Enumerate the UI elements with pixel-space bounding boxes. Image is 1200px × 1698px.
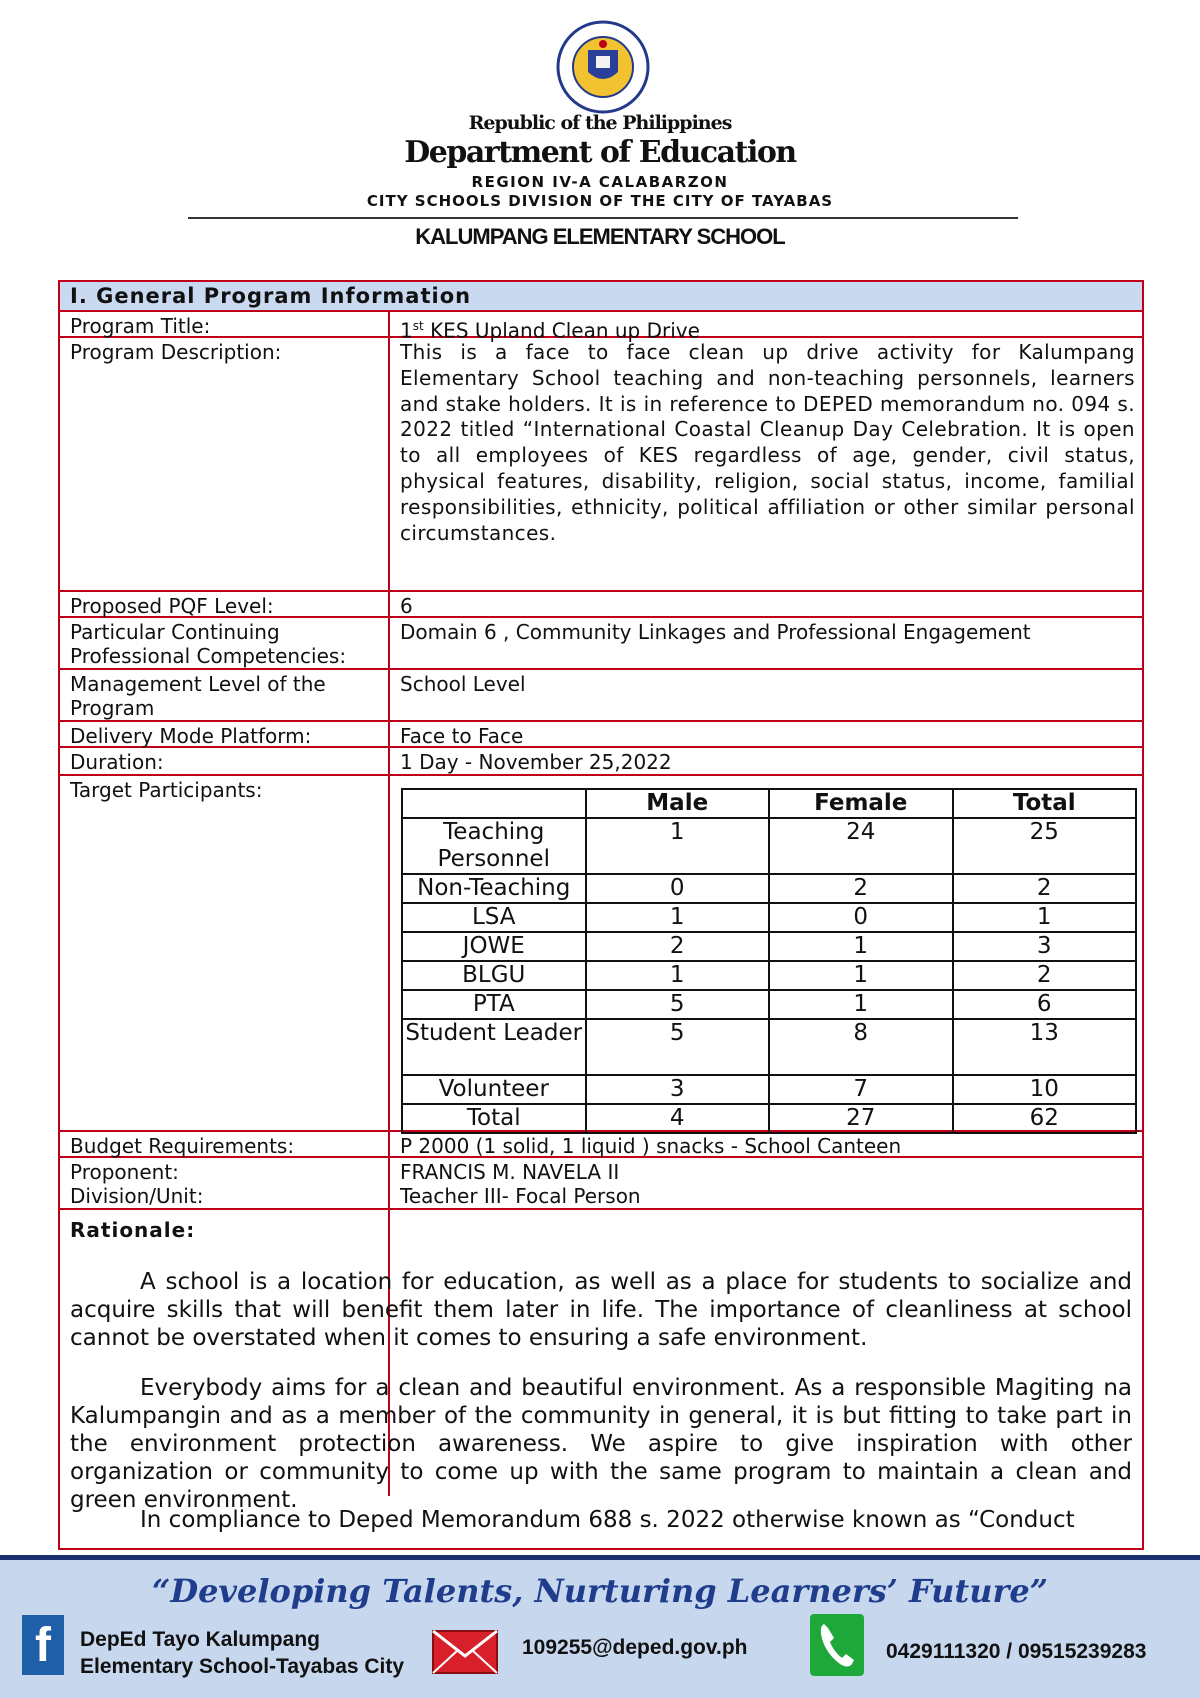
row-label-cell: Student Leader xyxy=(402,1019,586,1075)
program-description-label: Program Description: xyxy=(70,340,282,364)
row-budget xyxy=(60,1132,1142,1158)
rationale-paragraph-1: A school is a location for education, as well as a place for students to socialize and acquire skills that will benefit them later in life. The importance of cleanliness at school cannot be overstated when it comes to ensuring a safe environment. xyxy=(70,1269,1132,1351)
row-label-cell: Volunteer xyxy=(402,1075,586,1104)
facebook-page xyxy=(80,1626,404,1680)
female-cell: 8 xyxy=(769,1019,953,1075)
proponent-label xyxy=(70,1160,385,1208)
rationale-paragraph-3: In compliance to Deped Memorandum 688 s. 2022 otherwise known as “Conduct xyxy=(140,1507,1075,1533)
mail-icon xyxy=(432,1630,498,1678)
total-cell: 62 xyxy=(953,1104,1137,1133)
table-row xyxy=(402,990,1136,1019)
row-label-cell: LSA xyxy=(402,903,586,932)
female-cell: 24 xyxy=(769,818,953,874)
header-cell: Total xyxy=(953,789,1137,818)
row-label-cell: Teaching Personnel xyxy=(402,818,586,874)
table-row-total xyxy=(402,1104,1136,1133)
phone-numbers: 0429111320 / 09515239283 xyxy=(886,1640,1147,1663)
deped-seal xyxy=(556,20,650,114)
male-cell: 1 xyxy=(586,961,770,990)
male-cell: 2 xyxy=(586,932,770,961)
header-cell: Male xyxy=(586,789,770,818)
female-cell: 7 xyxy=(769,1075,953,1104)
row-program-title xyxy=(60,312,1142,343)
facebook-line-1: DepEd Tayo Kalumpang xyxy=(80,1628,320,1651)
female-cell: 1 xyxy=(769,961,953,990)
row-label-cell: Total xyxy=(402,1104,586,1133)
facebook-line-2: Elementary School-Tayabas City xyxy=(80,1655,405,1678)
row-label-cell: PTA xyxy=(402,990,586,1019)
school-name: KALUMPANG ELEMENTARY SCHOOL xyxy=(415,224,785,249)
male-cell: 1 xyxy=(586,818,770,874)
total-cell: 25 xyxy=(953,818,1137,874)
republic-line: Republic of the Philippines xyxy=(468,112,732,134)
male-cell: 1 xyxy=(586,903,770,932)
proponent-label-text: Proponent: xyxy=(70,1160,179,1184)
table-row xyxy=(402,1075,1136,1104)
facebook-icon: f xyxy=(22,1615,64,1675)
female-cell: 27 xyxy=(769,1104,953,1133)
target-label: Target Participants: xyxy=(70,778,263,802)
female-cell: 1 xyxy=(769,932,953,961)
participants-table xyxy=(401,788,1137,1134)
duration-value: 1 Day - November 25,2022 xyxy=(400,750,672,774)
school-motto: “Developing Talents, Nurturing Learners’ Future” xyxy=(151,1572,1049,1610)
budget-label: Budget Requirements: xyxy=(70,1134,295,1158)
delivery-value: Face to Face xyxy=(400,724,524,748)
row-delivery-mode xyxy=(60,722,1142,748)
table-row xyxy=(402,903,1136,932)
program-description-value: This is a face to face clean up drive activity for Kalumpang Elementary School teaching and non-teaching personnels, learners and stake holders. It is in reference to DEPED memorandum no. 094 s. 2022 titled “International Coastal Cleanup Day Celebration. It is open to all employees of KES regardless of age, gender, civil status, physical features, disability, religion, social status, income, familial responsibilities, ethnicity, political affiliation or other similar personal circumstances. xyxy=(400,340,1135,545)
row-competencies xyxy=(60,618,1142,670)
table-row xyxy=(402,932,1136,961)
female-cell: 1 xyxy=(769,990,953,1019)
table-row xyxy=(402,874,1136,903)
region-line: REGION IV-A CALABARZON xyxy=(471,173,729,191)
male-cell: 4 xyxy=(586,1104,770,1133)
total-cell: 1 xyxy=(953,903,1137,932)
management-value: School Level xyxy=(400,672,526,696)
rationale-paragraph-2: Everybody aims for a clean and beautiful environment. As a responsible Magiting na Kalumpangin and as a member of the community in general, it is but fitting to take part in the environment protection awareness. We aspire to give inspiration with other organization or community to come up with the same program to maintain a clean and green environment. xyxy=(70,1375,1132,1513)
section-title: I. General Program Information xyxy=(70,284,472,308)
pqf-label: Proposed PQF Level: xyxy=(70,594,274,618)
header-cell: Female xyxy=(769,789,953,818)
program-title-value: 1st KES Upland Clean up Drive xyxy=(400,318,700,343)
department-title: Department of Education xyxy=(404,135,796,170)
management-label: Management Level of the Program xyxy=(70,672,326,720)
male-cell: 5 xyxy=(586,990,770,1019)
male-cell: 5 xyxy=(586,1019,770,1075)
row-duration xyxy=(60,748,1142,776)
footer-band xyxy=(0,1555,1200,1560)
row-label-cell: JOWE xyxy=(402,932,586,961)
division-unit-label: Division/Unit: xyxy=(70,1184,204,1208)
row-management-level xyxy=(60,670,1142,722)
rationale-label: Rationale: xyxy=(70,1218,196,1242)
male-cell: 3 xyxy=(586,1075,770,1104)
proponent-value xyxy=(400,1160,1135,1208)
total-cell: 3 xyxy=(953,932,1137,961)
budget-value: P 2000 (1 solid, 1 liquid ) snacks - School Canteen xyxy=(400,1134,902,1158)
row-proponent xyxy=(60,1158,1142,1210)
section-header xyxy=(60,282,1142,312)
competencies-value: Domain 6 , Community Linkages and Professional Engagement xyxy=(400,620,1031,644)
total-cell: 13 xyxy=(953,1019,1137,1075)
division-unit-value: Teacher III- Focal Person xyxy=(400,1184,641,1208)
total-cell: 2 xyxy=(953,961,1137,990)
division-line: CITY SCHOOLS DIVISION OF THE CITY OF TAYABAS xyxy=(366,192,834,210)
pqf-value: 6 xyxy=(400,594,413,618)
header-cell xyxy=(402,789,586,818)
program-info-form xyxy=(58,280,1144,1550)
row-label-cell: BLGU xyxy=(402,961,586,990)
row-label-cell: Non-Teaching xyxy=(402,874,586,903)
total-cell: 6 xyxy=(953,990,1137,1019)
competencies-label: Particular Continuing Professional Competencies: xyxy=(70,620,347,668)
total-cell: 2 xyxy=(953,874,1137,903)
table-row xyxy=(402,961,1136,990)
male-cell: 0 xyxy=(586,874,770,903)
table-row xyxy=(402,1019,1136,1075)
program-title-label: Program Title: xyxy=(70,314,211,338)
header-divider xyxy=(188,217,1018,219)
email-address: 109255@deped.gov.ph xyxy=(522,1636,748,1659)
total-cell: 10 xyxy=(953,1075,1137,1104)
table-row xyxy=(402,818,1136,874)
participants-header-row xyxy=(402,789,1136,818)
female-cell: 2 xyxy=(769,874,953,903)
delivery-label: Delivery Mode Platform: xyxy=(70,724,312,748)
proponent-name: FRANCIS M. NAVELA II xyxy=(400,1160,620,1184)
phone-icon xyxy=(810,1614,864,1676)
row-program-description xyxy=(60,338,1142,592)
female-cell: 0 xyxy=(769,903,953,932)
row-pqf-level xyxy=(60,592,1142,618)
duration-label: Duration: xyxy=(70,750,164,774)
